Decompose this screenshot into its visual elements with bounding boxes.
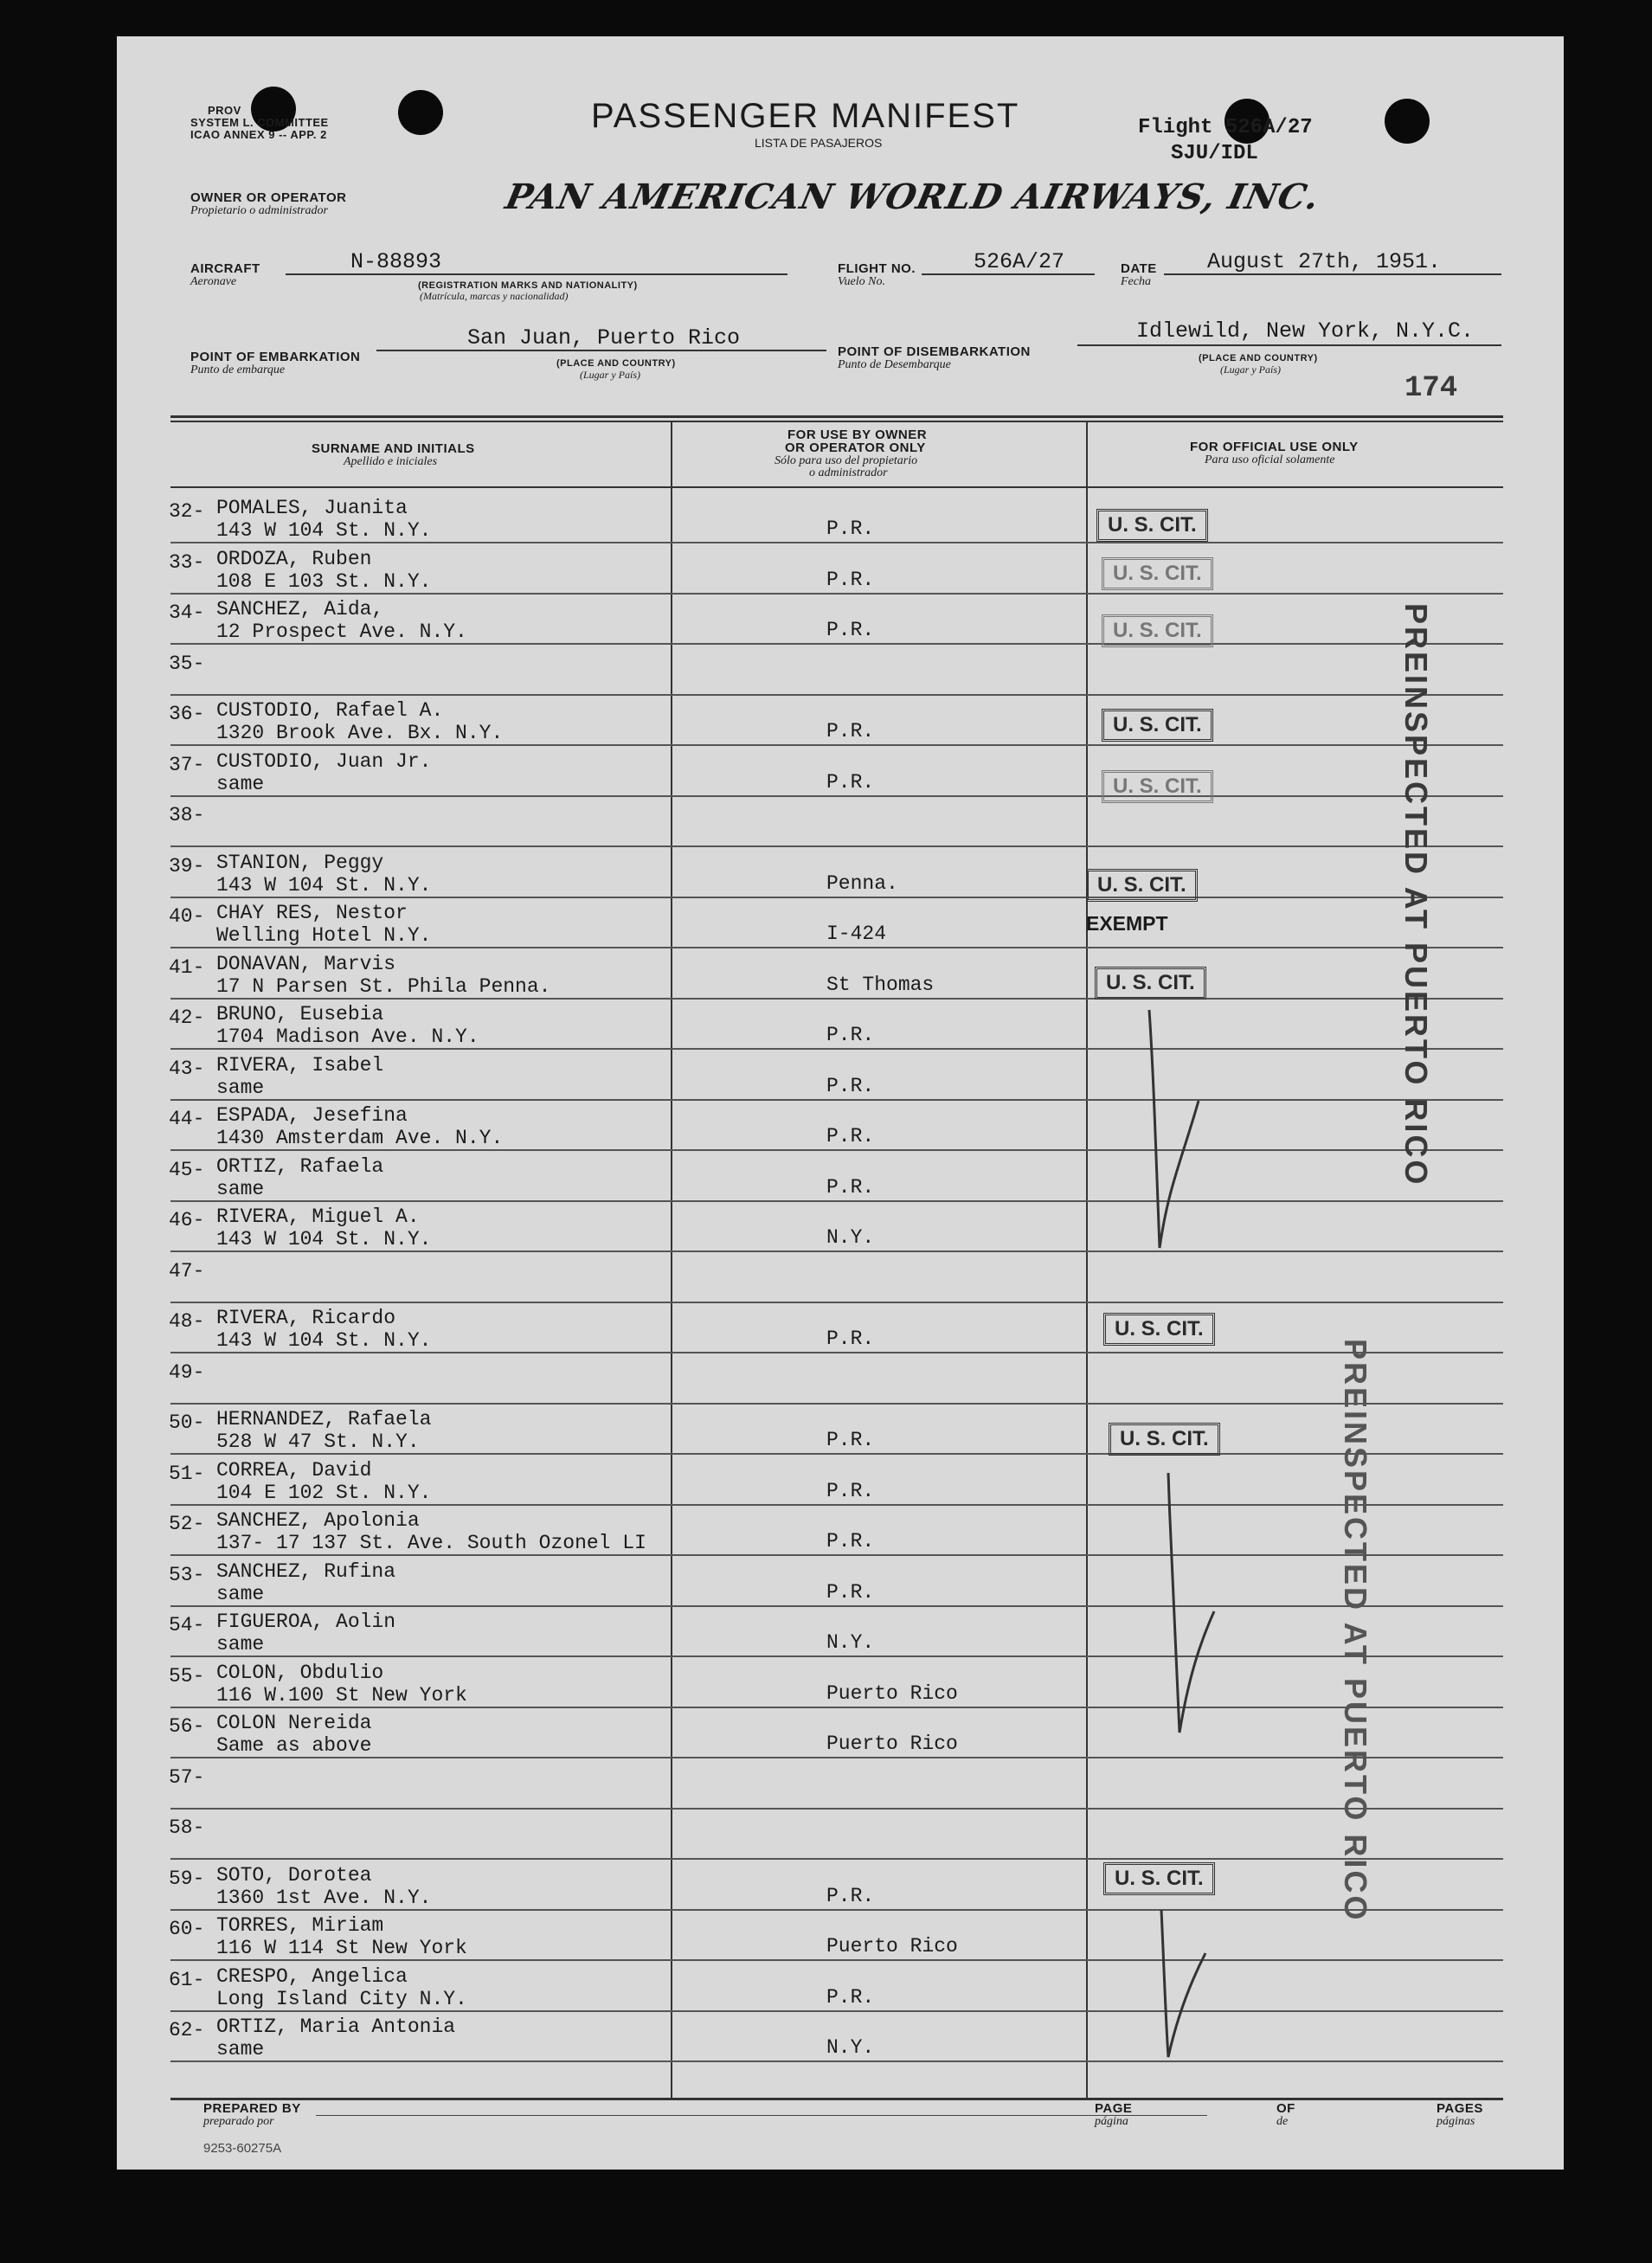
passenger-name: FIGUEROA, Aolin	[216, 1610, 396, 1633]
row-number: 47-	[169, 1259, 205, 1283]
form-code: 9253-60275A	[203, 2141, 282, 2156]
us-cit-stamp: U. S. CIT.	[1096, 509, 1208, 542]
passenger-address: 17 N Parsen St. Phila Penna.	[216, 974, 551, 998]
operator-use: P.R.	[826, 1328, 875, 1350]
row-number: 46-	[169, 1209, 205, 1231]
sheet-number: 174	[1405, 372, 1458, 405]
us-cit-stamp: U. S. CIT.	[1102, 614, 1213, 647]
page-label-es: página	[1095, 2115, 1128, 2128]
operator-use: P.R.	[826, 1985, 875, 2009]
us-cit-stamp: U. S. CIT.	[1103, 1862, 1215, 1895]
manifest-sheet	[117, 36, 1564, 2170]
operator-use: Puerto Rico	[826, 1681, 958, 1705]
check-mark	[1168, 1473, 1214, 1733]
preinspected-stamp: PREINSPECTED AT PUERTO RICO	[1398, 603, 1434, 1187]
prov-text: PROV	[208, 104, 241, 117]
passenger-name: CRESPO, Angelica	[216, 1964, 408, 1988]
operator-use: P.R.	[826, 720, 875, 743]
operator-use: St Thomas	[826, 973, 935, 996]
passenger-name: HERNANDEZ, Rafaela	[216, 1408, 432, 1430]
prepared-by-label-es: preparado por	[203, 2115, 274, 2128]
row-number: 43-	[169, 1057, 205, 1080]
flight-no-label-es: Vuelo No.	[838, 275, 885, 288]
us-cit-stamp: U. S. CIT.	[1102, 770, 1213, 803]
row-number: 51-	[169, 1462, 205, 1485]
check-mark	[1149, 1010, 1199, 1248]
passenger-address: same	[216, 1076, 265, 1099]
row-number: 56-	[169, 1715, 205, 1738]
row-number: 57-	[169, 1765, 205, 1789]
passenger-name: COLON, Obdulio	[216, 1661, 384, 1684]
registration-note: (REGISTRATION MARKS AND NATIONALITY)	[418, 280, 638, 291]
row-number: 44-	[169, 1108, 205, 1130]
row-number: 45-	[169, 1158, 205, 1181]
row-number: 37-	[169, 753, 205, 776]
owner-label: OWNER OR OPERATOR	[190, 190, 347, 205]
row-number: 50-	[169, 1411, 205, 1434]
operator-use: P.R.	[826, 770, 875, 794]
operator-use: P.R.	[826, 1530, 875, 1553]
passenger-address: 108 E 103 St. N.Y.	[216, 569, 432, 593]
passenger-name: CUSTODIO, Juan Jr.	[216, 749, 432, 773]
passenger-address: same	[216, 1582, 265, 1605]
passenger-address: same	[216, 1633, 265, 1655]
icao-text: ICAO ANNEX 9 -- APP. 2	[190, 128, 327, 141]
passenger-address: 143 W 104 St. N.Y.	[216, 1228, 432, 1250]
committee-text: SYSTEM L. COMMITTEE	[190, 116, 329, 129]
passenger-name: SANCHEZ, Aida,	[216, 598, 384, 620]
passenger-address: 1360 1st Ave. N.Y.	[216, 1886, 432, 1909]
row-number: 38-	[169, 804, 205, 826]
operator-use: N.Y.	[826, 2036, 875, 2059]
passenger-name: ORTIZ, Maria Antonia	[216, 2015, 456, 2038]
preinspected-stamp: PREINSPECTED AT PUERTO RICO	[1338, 1339, 1373, 1923]
passenger-name: DONAVAN, Marvis	[216, 952, 396, 975]
row-number: 53-	[169, 1563, 205, 1586]
passenger-name: ORTIZ, Rafaela	[216, 1154, 384, 1178]
passenger-address: 143 W 104 St. N.Y.	[216, 873, 432, 897]
place-note-es-2: (Lugar y País)	[1220, 363, 1281, 376]
passenger-address: Long Island City N.Y.	[216, 1987, 467, 2010]
passenger-name: BRUNO, Eusebia	[216, 1003, 384, 1025]
row-number: 55-	[169, 1664, 205, 1688]
form-title: PASSENGER MANIFEST	[591, 97, 1020, 135]
operator-use: P.R.	[826, 1125, 875, 1148]
passenger-address: same	[216, 1177, 265, 1200]
passenger-address: 116 W 114 St New York	[216, 1937, 467, 1959]
owner-label-es: Propietario o administrador	[190, 204, 328, 217]
passenger-name: POMALES, Juanita	[216, 497, 408, 519]
place-note-2: (PLACE AND COUNTRY)	[1199, 353, 1318, 363]
operator-use: P.R.	[826, 518, 875, 540]
us-cit-stamp: U. S. CIT.	[1103, 1313, 1215, 1346]
operator-use: P.R.	[826, 1884, 875, 1907]
us-cit-stamp: U. S. CIT.	[1095, 967, 1206, 1000]
passenger-address: same	[216, 2038, 265, 2060]
flight-no-label: FLIGHT NO.	[838, 261, 916, 276]
col2-header-2: OR OPERATOR ONLY	[785, 440, 926, 455]
operator-use: N.Y.	[826, 1631, 875, 1654]
passenger-address: 1704 Madison Ave. N.Y.	[216, 1025, 479, 1048]
row-number: 48-	[169, 1310, 205, 1333]
operator-use: P.R.	[826, 1074, 875, 1097]
row-number: 62-	[169, 2019, 205, 2041]
passenger-address: 12 Prospect Ave. N.Y.	[216, 620, 467, 643]
passenger-name: ORDOZA, Ruben	[216, 547, 372, 570]
row-number: 61-	[169, 1968, 205, 1991]
operator-use: P.R.	[826, 1175, 875, 1199]
us-cit-stamp: U. S. CIT.	[1086, 869, 1198, 902]
passenger-name: CUSTODIO, Rafael A.	[216, 699, 444, 722]
row-number: 52-	[169, 1513, 205, 1535]
pages-label-es: páginas	[1437, 2115, 1475, 2128]
pages-label: PAGES	[1437, 2101, 1483, 2116]
row-number: 39-	[169, 854, 205, 878]
col2-header-es2: o administrador	[809, 466, 888, 479]
us-cit-stamp: U. S. CIT.	[1109, 1423, 1220, 1456]
col3-header-es: Para uso oficial solamente	[1205, 453, 1335, 466]
operator-use: P.R.	[826, 568, 875, 591]
row-number: 41-	[169, 955, 205, 979]
passenger-name: RIVERA, Miguel A.	[216, 1205, 420, 1228]
aircraft-label: AIRCRAFT	[190, 261, 260, 276]
row-number: 59-	[169, 1867, 205, 1890]
passenger-name: CORREA, David	[216, 1458, 372, 1482]
embark-value: San Juan, Puerto Rico	[467, 325, 741, 350]
exempt-stamp: EXEMPT	[1086, 912, 1168, 935]
registration-note-es: (Matrícula, marcas y nacionalidad)	[420, 290, 569, 302]
passenger-address: 137- 17 137 St. Ave. South Ozonel LI	[216, 1532, 646, 1554]
passenger-address: Same as above	[216, 1734, 372, 1757]
col2-header-es1: Sólo para uso del propietario	[775, 454, 918, 467]
operator-use: N.Y.	[826, 1226, 875, 1249]
row-number: 40-	[169, 905, 205, 928]
date-label: DATE	[1121, 261, 1157, 276]
passenger-address: 143 W 104 St. N.Y.	[216, 1329, 432, 1352]
row-number: 58-	[169, 1816, 205, 1839]
disembark-label: POINT OF DISEMBARKATION	[838, 344, 1031, 359]
col1-header-es: Apellido e iniciales	[344, 455, 438, 468]
passenger-name: CHAY RES, Nestor	[216, 902, 408, 924]
operator-use: P.R.	[826, 1024, 875, 1046]
form-subtitle: LISTA DE PASAJEROS	[755, 136, 883, 150]
row-number: 33-	[169, 550, 205, 574]
passenger-name: TORRES, Miriam	[216, 1914, 384, 1937]
passenger-address: 1320 Brook Ave. Bx. N.Y.	[216, 722, 504, 744]
embark-label-es: Punto de embarque	[190, 363, 286, 376]
passenger-address: 1430 Amsterdam Ave. N.Y.	[216, 1127, 504, 1149]
operator-use: I-424	[826, 923, 887, 945]
passenger-name: RIVERA, Ricardo	[216, 1307, 396, 1329]
passenger-name: SANCHEZ, Apolonia	[216, 1509, 420, 1532]
us-cit-stamp: U. S. CIT.	[1102, 557, 1213, 590]
airline-name: PAN AMERICAN WORLD AIRWAYS, INC.	[502, 177, 1324, 217]
route: SJU/IDL	[1171, 142, 1258, 165]
passenger-name: RIVERA, Isabel	[216, 1053, 384, 1077]
aircraft-value: N-88893	[350, 249, 442, 274]
of-label-es: de	[1276, 2115, 1289, 2128]
disembark-value: Idlewild, New York, N.Y.C.	[1136, 318, 1475, 344]
prepared-by-label: PREPARED BY	[203, 2101, 301, 2116]
place-note: (PLACE AND COUNTRY)	[556, 358, 676, 369]
check-mark	[1161, 1910, 1205, 2057]
check-marks	[117, 36, 1564, 2170]
operator-use: P.R.	[826, 1429, 875, 1451]
row-number: 36-	[169, 703, 205, 725]
passenger-name: SOTO, Dorotea	[216, 1863, 372, 1887]
embark-label: POINT OF EMBARKATION	[190, 350, 361, 364]
row-number: 54-	[169, 1614, 205, 1636]
passenger-address: Welling Hotel N.Y.	[216, 924, 432, 947]
row-number: 34-	[169, 601, 205, 624]
flight-no-value: 526A/27	[974, 249, 1065, 274]
passenger-name: ESPADA, Jesefina	[216, 1104, 408, 1127]
passenger-address: 528 W 47 St. N.Y.	[216, 1430, 420, 1453]
passenger-name: SANCHEZ, Rufina	[216, 1559, 396, 1583]
aircraft-label-es: Aeronave	[190, 275, 237, 288]
operator-use: Puerto Rico	[826, 1733, 958, 1755]
us-cit-stamp: U. S. CIT.	[1102, 709, 1213, 742]
col1-header: SURNAME AND INITIALS	[312, 441, 475, 456]
passenger-address: 116 W.100 St New York	[216, 1683, 467, 1707]
date-value: August 27th, 1951.	[1207, 249, 1442, 274]
row-number: 32-	[169, 500, 205, 523]
row-number: 49-	[169, 1360, 205, 1384]
operator-use: P.R.	[826, 1479, 875, 1502]
passenger-address: same	[216, 772, 265, 795]
passenger-name: STANION, Peggy	[216, 851, 384, 874]
flight-corner: Flight 526A/27	[1138, 116, 1313, 139]
passenger-address: 143 W 104 St. N.Y.	[216, 519, 432, 542]
page-label: PAGE	[1095, 2101, 1133, 2116]
col3-header: FOR OFFICIAL USE ONLY	[1190, 440, 1359, 454]
row-number: 60-	[169, 1918, 205, 1940]
operator-use: Penna.	[826, 871, 898, 895]
of-label: OF	[1276, 2101, 1295, 2116]
operator-use: P.R.	[826, 1580, 875, 1604]
passenger-address: 104 E 102 St. N.Y.	[216, 1481, 432, 1504]
operator-use: Puerto Rico	[826, 1935, 958, 1958]
row-number: 42-	[169, 1006, 205, 1029]
passenger-name: COLON Nereida	[216, 1712, 372, 1734]
disembark-label-es: Punto de Desembarque	[838, 358, 951, 371]
place-note-es: (Lugar y País)	[580, 369, 640, 381]
col2-header-1: FOR USE BY OWNER	[787, 428, 928, 442]
operator-use: P.R.	[826, 619, 875, 641]
row-number: 35-	[169, 652, 205, 675]
date-label-es: Fecha	[1121, 275, 1151, 288]
